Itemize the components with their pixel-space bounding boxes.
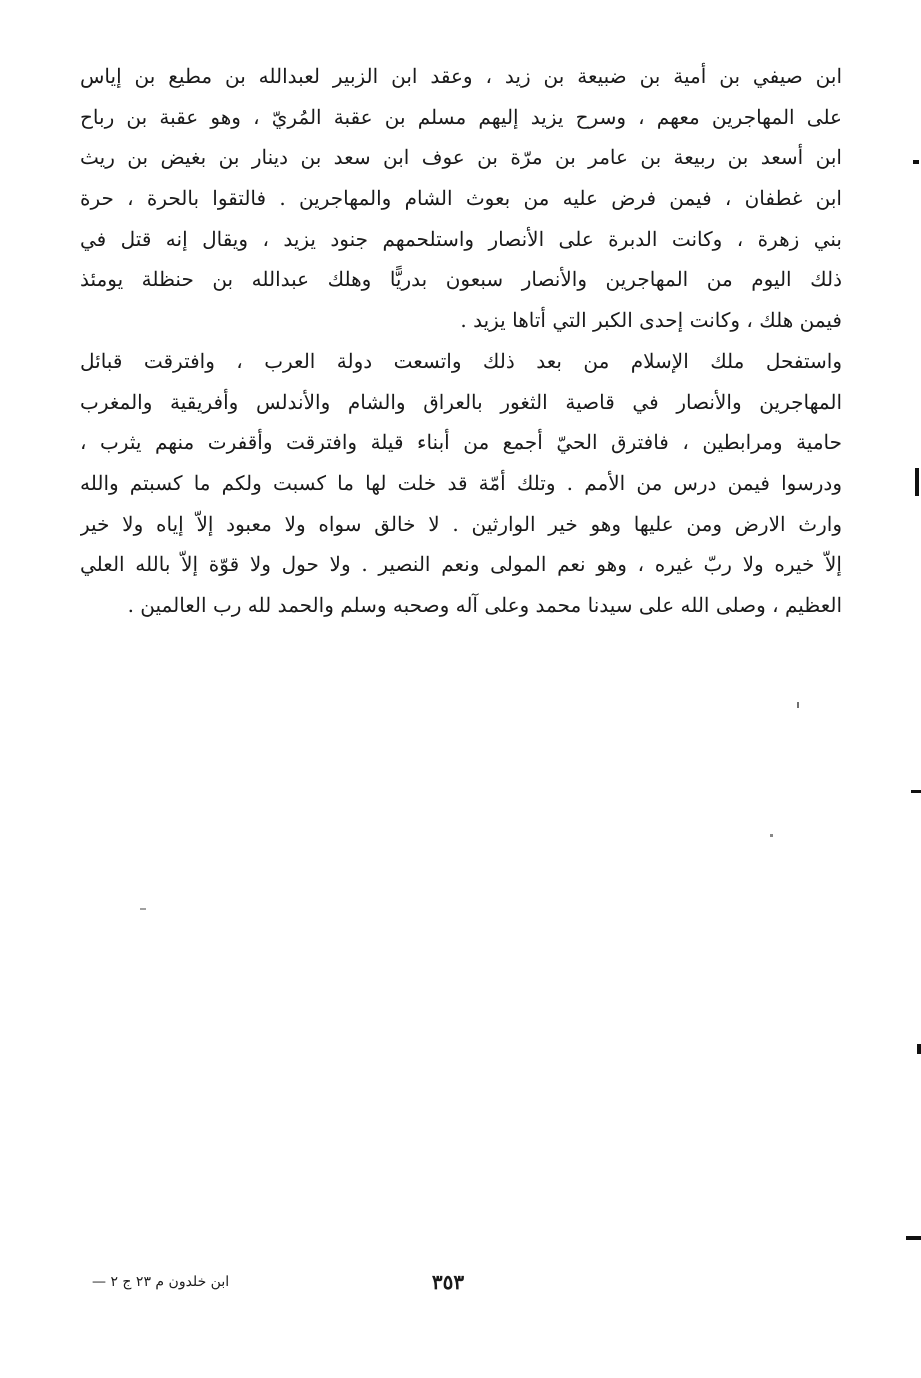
scan-mark bbox=[797, 702, 799, 708]
text-line: ابن صيفي بن أمية بن ضبيعة بن زيد ، وعقد ابن الزبير لعبدالله بن مطيع بن إياس bbox=[80, 64, 842, 88]
text-line: إلاّ خيره ولا ربّ غيره ، وهو نعم المولى ونعم النصير . ولا حول ولا قوّة إلاّ بالله العلي bbox=[80, 552, 842, 577]
scan-mark bbox=[140, 908, 146, 910]
text-line: العظيم ، وصلى الله على سيدنا محمد وعلى آله وصحبه وسلم والحمد لله رب العالمين . bbox=[127, 592, 842, 617]
scan-mark bbox=[906, 1236, 921, 1240]
body-text bbox=[80, 56, 842, 626]
text-line: بني زهرة ، وكانت الدبرة على الأنصار واستلحمهم جنود يزيد ، ويقال إنه قتل في bbox=[80, 226, 842, 251]
text-line: ودرسوا فيمن درس من الأمم . وتلك أمّة قد خلت لها ما كسبت ولكم ما كسبتم والله bbox=[80, 470, 842, 495]
text-line: وارث الارض ومن عليها وهو خير الوارثين . لا خالق سواه ولا معبود إلاّ إياه ولا خير bbox=[80, 511, 842, 536]
text-line: ابن غطفان ، فيمن فرض عليه من بعوث الشام والمهاجرين . فالتقوا بالحرة ، حرة bbox=[80, 186, 842, 211]
page-number: ٣٥٣ bbox=[431, 1270, 465, 1294]
scan-mark bbox=[911, 790, 921, 793]
text-line: ذلك اليوم من المهاجرين والأنصار سبعون بدريًّا وهلك عبدالله بن حنظلة يومئذ bbox=[80, 267, 842, 292]
scan-mark bbox=[913, 160, 919, 164]
signature-mark: ابن خلدون م ٢٣ ج ٢ — bbox=[92, 1274, 230, 1290]
text-line: فيمن هلك ، وكانت إحدى الكبر التي أتاها يزيد . bbox=[460, 308, 842, 333]
scan-mark bbox=[917, 1044, 921, 1054]
paragraph-1 bbox=[80, 56, 842, 341]
text-line: المهاجرين والأنصار في قاصية الثغور بالعراق والشام والأندلس وأفريقية والمغرب bbox=[80, 389, 842, 414]
paragraph-2 bbox=[80, 341, 842, 626]
page-footer bbox=[0, 1270, 921, 1300]
scan-mark bbox=[915, 468, 919, 496]
text-line: على المهاجرين معهم ، وسرح يزيد إليهم مسلم بن عقبة المُريّ ، وهو عقبة بن رباح bbox=[80, 104, 842, 129]
text-line: واستفحل ملك الإسلام من بعد ذلك واتسعت دولة العرب ، وافترقت قبائل bbox=[80, 348, 842, 373]
text-line: حامية ومرابطين ، فافترق الحيّ أجمع من أبناء قيلة وافترقت وأقفرت منهم يثرب ، bbox=[80, 430, 842, 455]
scan-mark bbox=[770, 834, 773, 837]
text-line: ابن أسعد بن ربيعة بن عامر بن مرّة بن عوف ابن سعد بن دينار بن بغيض بن ريث bbox=[80, 145, 842, 170]
